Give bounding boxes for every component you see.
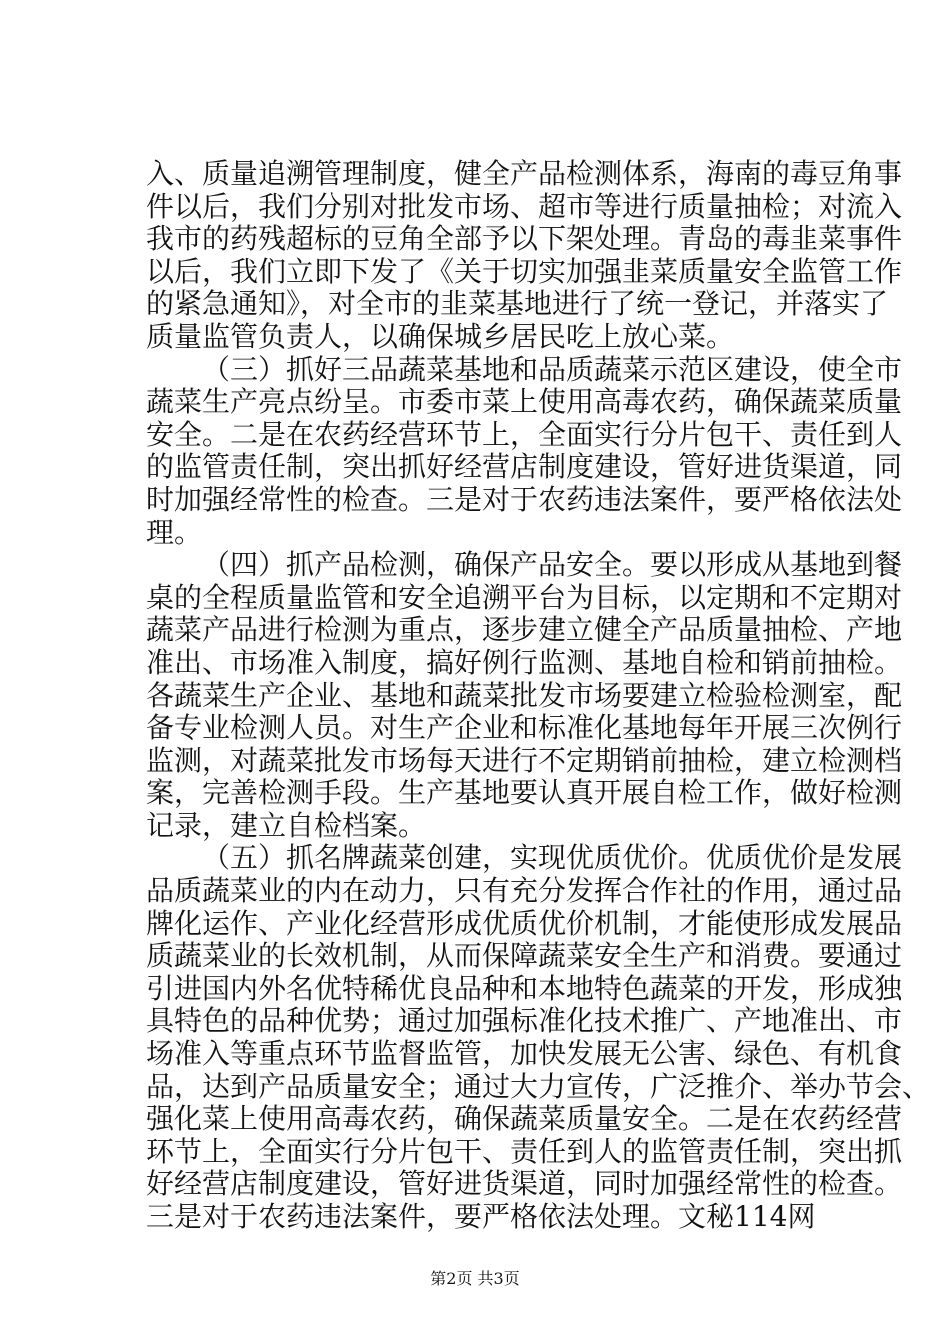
- section-heading-line: （五）抓名牌蔬菜创建，实现优质优价。优质优价是发展: [202, 841, 903, 875]
- text-line: 具特色的品种优势；通过加强标准化技术推广、产地准出、市: [146, 1004, 903, 1038]
- text-line: 质蔬菜业的长效机制，从而保障蔬菜安全生产和消费。要通过: [146, 939, 903, 973]
- text-line: 引进国内外名优特稀优良品种和本地特色蔬菜的开发，形成独: [146, 971, 903, 1005]
- text-line: 案，完善检测手段。生产基地要认真开展自检工作，做好检测: [146, 776, 903, 810]
- text-line: 的监管责任制，突出抓好经营店制度建设，管好进货渠道，同: [146, 450, 903, 484]
- page-number-footer: 第2页 共3页: [430, 1269, 520, 1288]
- text-line: 桌的全程质量监管和安全追溯平台为目标，以定期和不定期对: [146, 580, 903, 614]
- text-line: 的紧急通知》，对全市的韭菜基地进行了统一登记，并落实了: [146, 287, 889, 321]
- text-line: 我市的药残超标的豆角全部予以下架处理。青岛的毒韭菜事件: [146, 222, 903, 256]
- document-body: [146, 157, 931, 1234]
- text-line: 准出、市场准入制度，搞好例行监测、基地自检和销前抽检。: [146, 645, 903, 679]
- text-line: 记录，建立自检档案。: [146, 808, 427, 842]
- text-line: 场准入等重点环节监督监管，加快发展无公害、绿色、有机食: [146, 1037, 903, 1071]
- text-line: 各蔬菜生产企业、基地和蔬菜批发市场要建立检验检测室，配: [146, 678, 903, 712]
- text-line: 蔬菜产品进行检测为重点，逐步建立健全产品质量抽检、产地: [146, 613, 903, 647]
- text-line: 入、质量追溯管理制度，健全产品检测体系，海南的毒豆角事: [146, 157, 903, 190]
- text-line: 质量监管负责人，以确保城乡居民吃上放心菜。: [146, 319, 735, 353]
- text-line: 牌化运作、产业化经营形成优质优价机制，才能使形成发展品: [146, 906, 903, 940]
- text-line: 蔬菜生产亮点纷呈。市委市菜上使用高毒农药，确保蔬菜质量: [146, 385, 903, 419]
- text-line: 品，达到产品质量安全；通过大力宣传，广泛推介、举办节会、: [146, 1069, 931, 1103]
- text-line: 件以后，我们分别对批发市场、超市等进行质量抽检；对流入: [146, 189, 903, 223]
- text-line: 以后，我们立即下发了《关于切实加强韭菜质量安全监管工作: [146, 254, 903, 288]
- text-line: 三是对于农药违法案件，要严格依法处理。文秘114网: [146, 1200, 816, 1233]
- text-line: 备专业检测人员。对生产企业和标准化基地每年开展三次例行: [146, 711, 903, 745]
- text-line: 好经营店制度建设，管好进货渠道，同时加强经常性的检查。: [146, 1167, 903, 1201]
- text-line: 安全。二是在农药经营环节上，全面实行分片包干、责任到人: [146, 417, 903, 451]
- text-line: 理。: [146, 515, 203, 549]
- text-line: 时加强经常性的检查。三是对于农药违法案件，要严格依法处: [146, 482, 903, 516]
- text-line: 品质蔬菜业的内在动力，只有充分发挥合作社的作用，通过品: [146, 874, 903, 908]
- text-line: 强化菜上使用高毒农药，确保蔬菜质量安全。二是在农药经营: [146, 1102, 903, 1136]
- text-line: 环节上，全面实行分片包干、责任到人的监管责任制，突出抓: [146, 1134, 903, 1168]
- section-heading-line: （三）抓好三品蔬菜基地和品质蔬菜示范区建设，使全市: [202, 352, 903, 386]
- text-line: 监测，对蔬菜批发市场每天进行不定期销前抽检，建立检测档: [146, 743, 903, 777]
- section-heading-line: （四）抓产品检测，确保产品安全。要以形成从基地到餐: [202, 548, 903, 582]
